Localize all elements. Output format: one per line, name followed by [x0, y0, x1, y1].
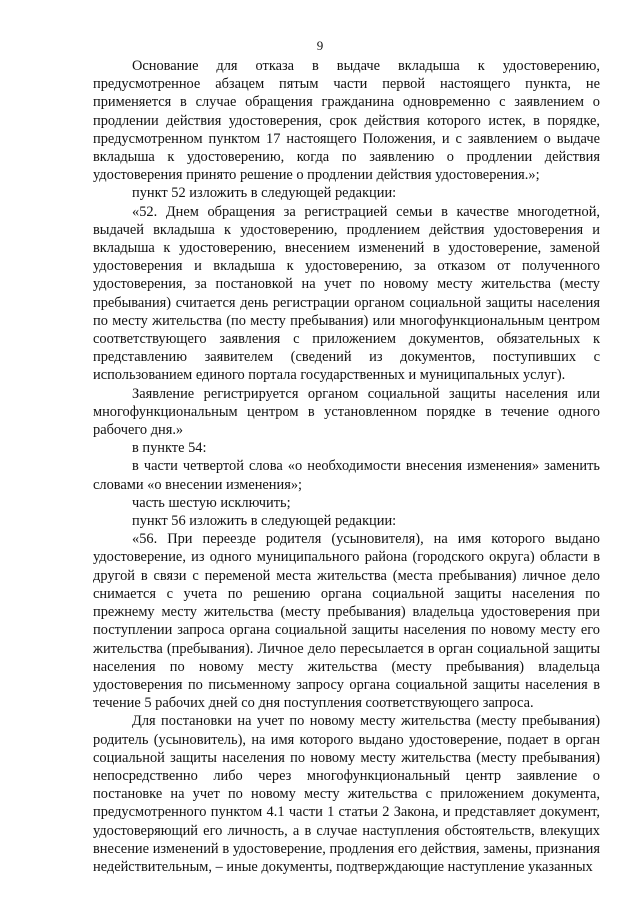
paragraph-point-54-part-6: часть шестую исключить;: [132, 494, 291, 511]
paragraph-registration-term: Заявление регистрируется органом социальной защиты населения или многофункциональным центром в установленном порядке в течение одного рабочего дня.»: [93, 385, 600, 439]
document-body: [93, 57, 600, 876]
paragraph-new-residence-registration: Для постановки на учет по новому месту жительства (месту пребывания) родитель (усыновитель), на имя которого выдано удостоверение, подает в орган социальной защиты населения по новому месту жительства (месту пребывания) непосредственно либо через многофункциональный центр заявление о постановке на учет по новому месту жительства с приложением документа, предусмотренного пунктом 4.1 части 1 статьи 2 Закона, и представляет документ, удостоверяющий его личность, а в случае наступления обстоятельств, влекущих внесение изменений в удостоверение, продления его действия, замены, признания недействительным, – иные документы, подтверждающие наступление указанных: [93, 713, 600, 875]
paragraph-point-56-intro: пункт 56 изложить в следующей редакции:: [132, 513, 397, 530]
paragraph-point-54-part-4: в части четвертой слова «о необходимости внесения изменения» заменить словами «о внесении изменения»;: [93, 458, 600, 493]
paragraph-point-56-text: «56. При переезде родителя (усыновителя), на имя которого выдано удостоверение, из одного муниципального района (городского округа) области в другой в связи с переменой места жительства (места пребывания) личное дело снимается с учета по решению органа социальной защиты населения по прежнему месту жительства (месту пребывания) владельца удостоверения при поступлении запроса органа социальной защиты населения по новому месту его жительства (пребывания). Личное дело пересылается в орган социальной защиты населения по новому месту жительства (месту пребывания) владельца удостоверения по письменному запросу органа социальной защиты населения в течение 5 рабочих дней со дня поступления соответствующего запроса.: [93, 531, 600, 712]
paragraph-point-52-intro: пункт 52 изложить в следующей редакции:: [132, 185, 397, 202]
paragraph-point-52-text: «52. Днем обращения за регистрацией семьи в качестве многодетной, выдачей вкладыша к удостоверению, продлением действия удостоверения и вкладыша к удостоверению, внесением изменений в удостоверение, заменой удостоверения и вкладыша к удостоверению, за отказом от полученного удостоверения, за постановкой на учет по новому месту жительства (месту пребывания) считается день регистрации органом социальной защиты населения по месту жительства (по месту пребывания) или многофункциональным центром соответствующего заявления с приложением документов, обязательных к представлению заявителем (сведений из документов, поступивших с использованием единого портала государственных и муниципальных услуг).: [93, 203, 600, 384]
paragraph-point-54-intro: в пункте 54:: [132, 440, 207, 457]
paragraph-refusal-exception: Основание для отказа в выдаче вкладыша к удостоверению, предусмотренное абзацем пятым части первой настоящего пункта, не применяется в случае обращения гражданина одновременно с заявлением о продлении действия удостоверения, срок действия которого истек, в порядке, предусмотренном пунктом 17 настоящего Положения, и с заявлением о выдаче вкладыша к удостоверению, когда по заявлению о продлении действия удостоверения принято решение о продлении действия удостоверения.»;: [93, 58, 600, 184]
page-number: 9: [316, 38, 324, 53]
